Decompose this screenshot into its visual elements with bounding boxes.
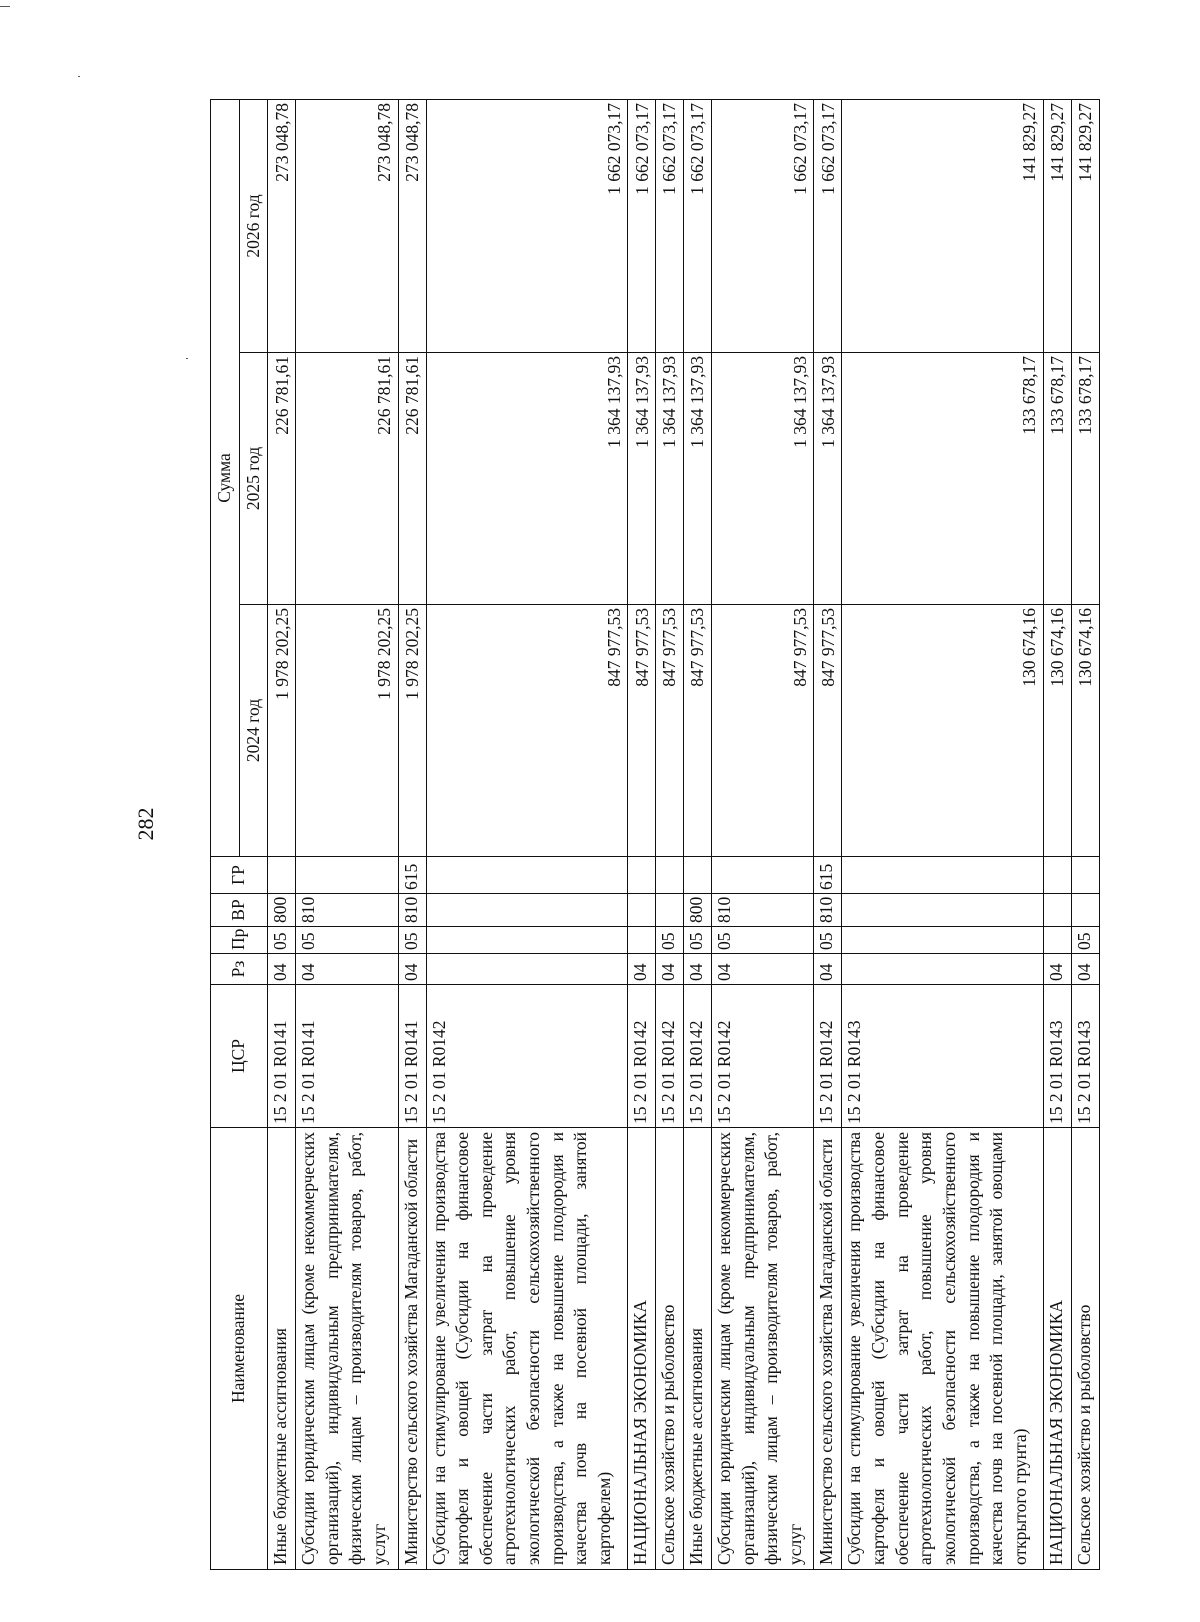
cell-name: Субсидии юридическим лицам (кроме некоммерческих организаций), индивидуальным предпринимателям, физическим лицам – производителям товаров, работ, услуг [712,1128,814,1570]
cell-2026: 141 829,27 [1071,99,1099,352]
cell-2024: 847 977,53 [712,605,814,857]
cell-gr: 615 [398,857,426,894]
cell-csr: 15 2 01 R0141 [296,985,398,1128]
cell-2026: 273 048,78 [268,99,296,352]
cell-name: Министерство сельского хозяйства Магаданской области [398,1128,426,1570]
cell-2026: 141 829,27 [1044,99,1072,352]
cell-vr [842,894,1044,927]
cell-gr [296,857,398,894]
cell-csr: 15 2 01 R0142 [426,985,628,1128]
cell-vr: 800 [684,894,712,927]
cell-rz [426,954,628,985]
table-row [426,99,628,1569]
cell-2026: 1 662 073,17 [426,99,628,352]
cell-name: Иные бюджетные ассигнования [684,1128,712,1570]
header-name: Наименование [211,1128,268,1570]
cell-vr [1044,894,1072,927]
header-gr: ГР [211,857,268,894]
cell-2026: 1 662 073,17 [656,99,684,352]
header-vr: ВР [211,894,268,927]
cell-pr: 05 [296,927,398,954]
cell-2025: 1 364 137,93 [628,353,656,605]
cell-name: Субсидии юридическим лицам (кроме некоммерческих организаций), индивидуальным предпринимателям, физическим лицам – производителям товаров, работ, услуг [296,1128,398,1570]
cell-vr: 810 [814,894,842,927]
cell-name: НАЦИОНАЛЬНАЯ ЭКОНОМИКА [628,1128,656,1570]
table-row [656,99,684,1569]
cell-2025: 226 781,61 [268,353,296,605]
header-pr: Пр [211,927,268,954]
cell-gr [426,857,628,894]
cell-2024: 1 978 202,25 [268,605,296,857]
table-row [296,99,398,1569]
cell-rz [842,954,1044,985]
cell-2024: 130 674,16 [1044,605,1072,857]
cell-name: НАЦИОНАЛЬНАЯ ЭКОНОМИКА [1044,1128,1072,1570]
cell-pr [426,927,628,954]
cell-csr: 15 2 01 R0141 [268,985,296,1128]
cell-name: Иные бюджетные ассигнования [268,1128,296,1570]
cell-vr: 800 [268,894,296,927]
cell-2025: 1 364 137,93 [656,353,684,605]
header-sum: Сумма [211,99,240,856]
cell-2025: 226 781,61 [398,353,426,605]
cell-2024: 1 978 202,25 [296,605,398,857]
cell-rz: 04 [814,954,842,985]
cell-2025: 1 364 137,93 [426,353,628,605]
scan-speck [186,358,188,359]
table-body [268,99,1100,1569]
cell-rz: 04 [628,954,656,985]
header-year-2026: 2026 год [239,99,268,352]
cell-vr: 810 [296,894,398,927]
cell-vr [1071,894,1099,927]
cell-pr [842,927,1044,954]
header-rz: Рз [211,954,268,985]
cell-2024: 1 978 202,25 [398,605,426,857]
cell-csr: 15 2 01 R0142 [814,985,842,1128]
table-row [842,99,1044,1569]
cell-name: Министерство сельского хозяйства Магаданской области [814,1128,842,1570]
cell-2024: 847 977,53 [814,605,842,857]
cell-rz: 04 [398,954,426,985]
cell-rz: 04 [1044,954,1072,985]
cell-name: Сельское хозяйство и рыболовство [656,1128,684,1570]
cell-2026: 1 662 073,17 [814,99,842,352]
cell-2024: 847 977,53 [684,605,712,857]
cell-2025: 133 678,17 [1071,353,1099,605]
cell-csr: 15 2 01 R0142 [628,985,656,1128]
cell-2025: 1 364 137,93 [684,353,712,605]
table-row [1044,99,1072,1569]
cell-2026: 1 662 073,17 [712,99,814,352]
cell-2026: 1 662 073,17 [684,99,712,352]
cell-gr [842,857,1044,894]
cell-gr [1071,857,1099,894]
cell-name: Субсидии на стимулирование увеличения производства картофеля и овощей (Субсидии на финансовое обеспечение части затрат на проведение агротехнологических работ, повышение уровня экологической безопасности сельскохозяйственного производства, а также на повышение плодородия и качества почв на посевной площади, занятой овощами открытого грунта) [842,1128,1044,1570]
cell-pr: 05 [268,927,296,954]
cell-pr: 05 [814,927,842,954]
budget-table-container [210,100,1100,1570]
cell-gr [628,857,656,894]
cell-2024: 130 674,16 [1071,605,1099,857]
cell-pr: 05 [656,927,684,954]
cell-2024: 847 977,53 [426,605,628,857]
cell-gr [656,857,684,894]
header-csr: ЦСР [211,985,268,1128]
cell-gr [684,857,712,894]
scan-speck [78,76,80,77]
cell-2025: 133 678,17 [1044,353,1072,605]
cell-csr: 15 2 01 R0142 [656,985,684,1128]
cell-csr: 15 2 01 R0143 [1044,985,1072,1128]
scan-mark [0,6,10,7]
page-number: 282 [133,807,158,841]
cell-gr [712,857,814,894]
cell-csr: 15 2 01 R0141 [398,985,426,1128]
table-row [398,99,426,1569]
table-row [268,99,296,1569]
table-row [628,99,656,1569]
cell-rz: 04 [712,954,814,985]
cell-2026: 1 662 073,17 [628,99,656,352]
cell-2025: 1 364 137,93 [814,353,842,605]
cell-csr: 15 2 01 R0143 [1071,985,1099,1128]
table-row [712,99,814,1569]
header-year-2025: 2025 год [239,353,268,605]
header-row [211,99,240,1569]
cell-2025: 226 781,61 [296,353,398,605]
cell-vr [656,894,684,927]
cell-pr: 05 [684,927,712,954]
cell-vr: 810 [712,894,814,927]
cell-pr [1044,927,1072,954]
cell-2026: 141 829,27 [842,99,1044,352]
table-row [814,99,842,1569]
cell-csr: 15 2 01 R0142 [712,985,814,1128]
cell-gr [268,857,296,894]
table-row [1071,99,1099,1569]
cell-csr: 15 2 01 R0142 [684,985,712,1128]
cell-gr [1044,857,1072,894]
cell-pr: 05 [712,927,814,954]
cell-2024: 847 977,53 [628,605,656,857]
cell-2024: 847 977,53 [656,605,684,857]
cell-pr: 05 [1071,927,1099,954]
cell-2024: 130 674,16 [842,605,1044,857]
cell-name: Сельское хозяйство и рыболовство [1071,1128,1099,1570]
cell-2026: 273 048,78 [398,99,426,352]
cell-name: Субсидии на стимулирование увеличения производства картофеля и овощей (Субсидии на финансовое обеспечение части затрат на проведение агротехнологических работ, повышение уровня экологической безопасности сельскохозяйственного производства, а также на повышение плодородия и качества почв на посевной площади, занятой картофелем) [426,1128,628,1570]
cell-csr: 15 2 01 R0143 [842,985,1044,1128]
cell-vr: 810 [398,894,426,927]
cell-rz: 04 [268,954,296,985]
cell-rz: 04 [684,954,712,985]
table-row [684,99,712,1569]
cell-rz: 04 [656,954,684,985]
cell-2026: 273 048,78 [296,99,398,352]
cell-2025: 133 678,17 [842,353,1044,605]
cell-pr: 05 [398,927,426,954]
cell-rz: 04 [296,954,398,985]
cell-gr: 615 [814,857,842,894]
cell-rz: 04 [1071,954,1099,985]
cell-vr [426,894,628,927]
cell-vr [628,894,656,927]
header-year-2024: 2024 год [239,605,268,857]
cell-2025: 1 364 137,93 [712,353,814,605]
budget-table [210,99,1100,1570]
cell-pr [628,927,656,954]
